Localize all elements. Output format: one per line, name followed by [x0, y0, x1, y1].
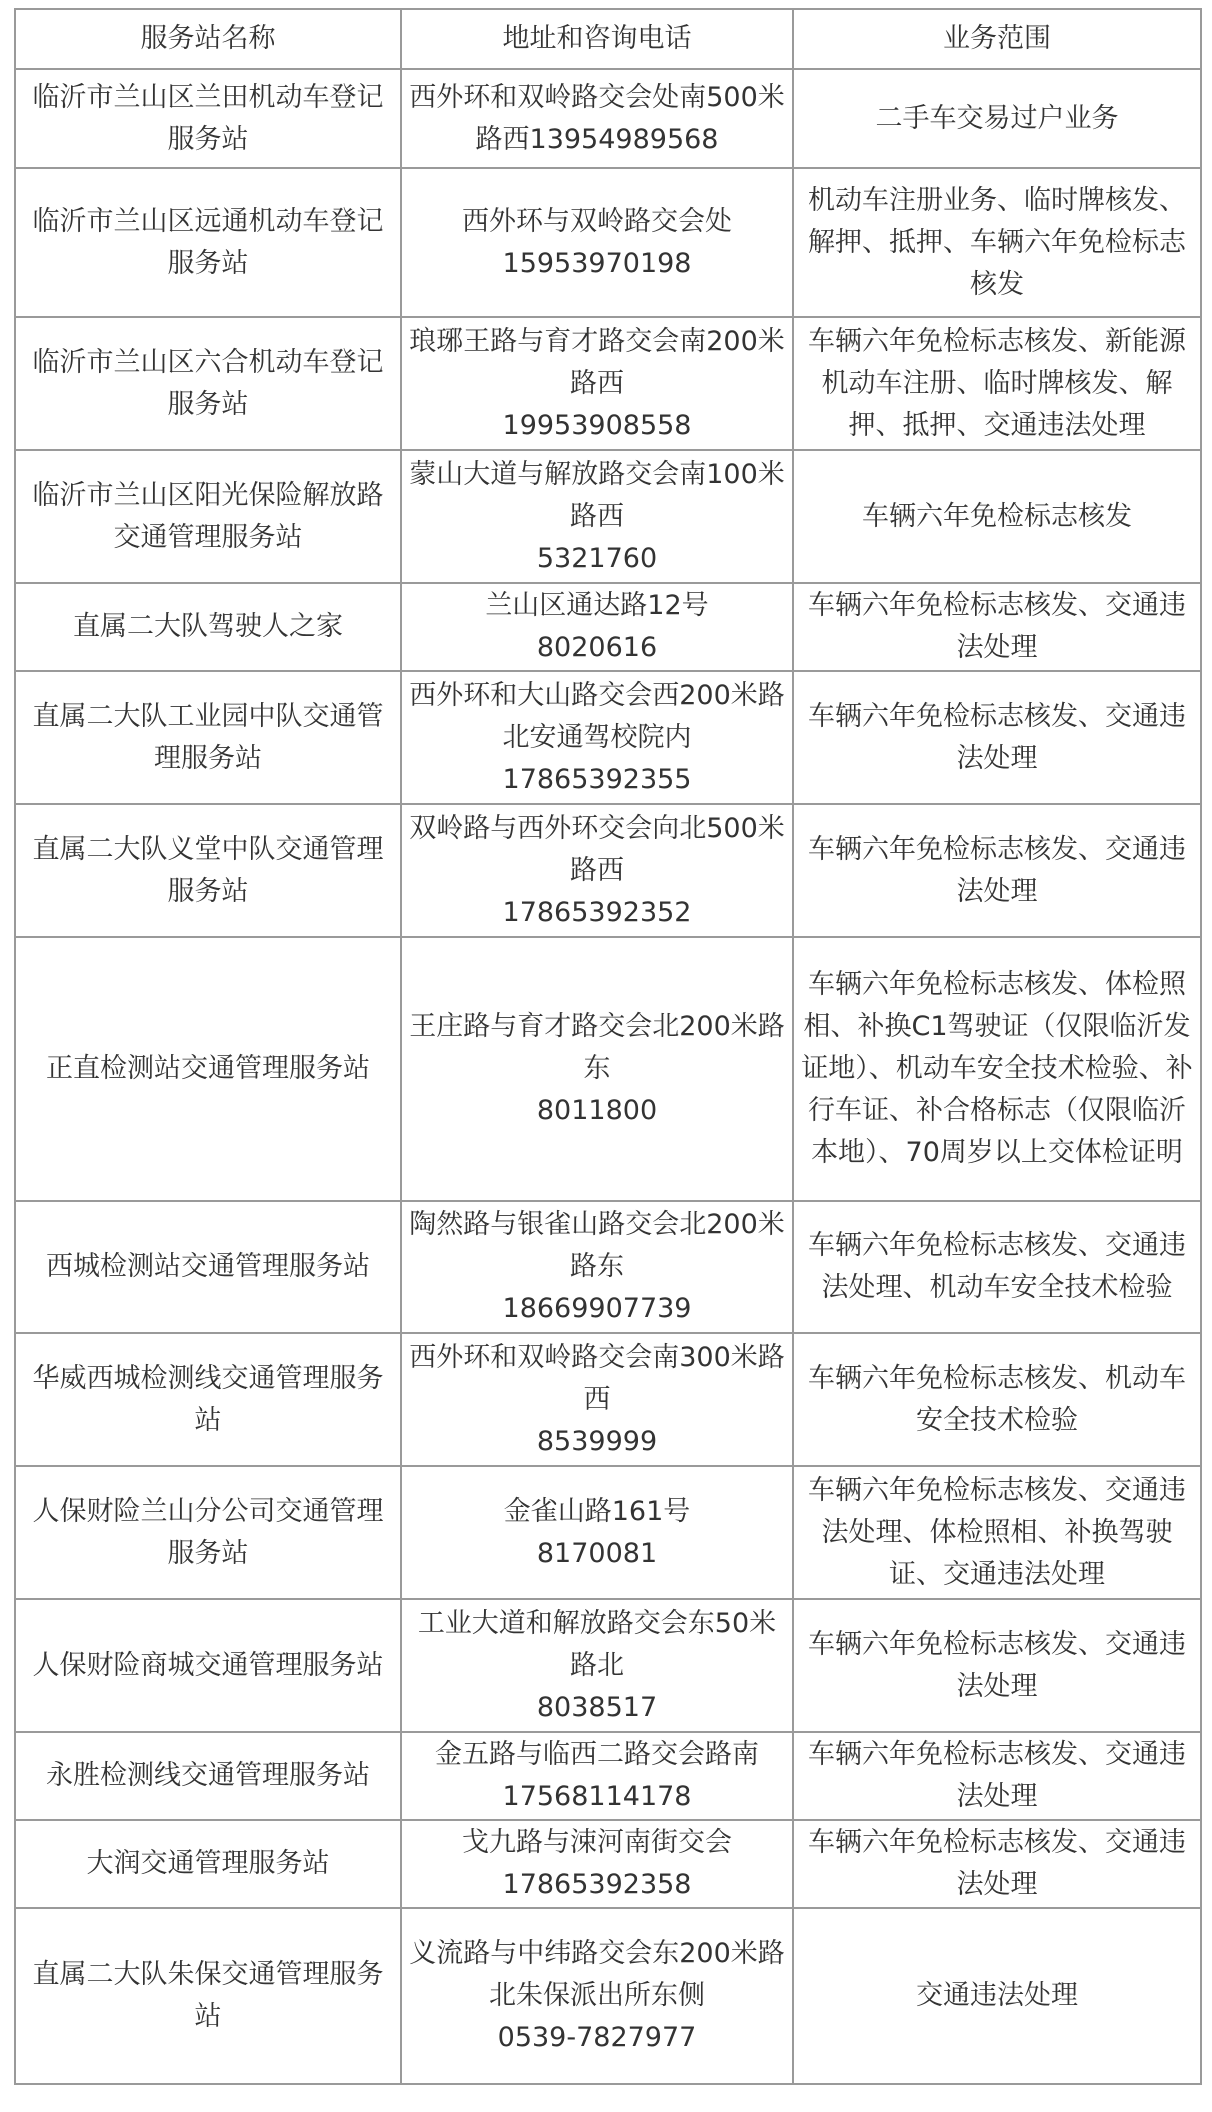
table-row [15, 671, 1201, 804]
address-text: 蒙山大道与解放路交会南100米路西 [409, 458, 785, 532]
address-phone-cell [401, 937, 793, 1201]
table-row [15, 1820, 1201, 1908]
address-phone-cell [401, 1732, 793, 1820]
station-name-cell: 人保财险兰山分公司交通管理服务站 [15, 1466, 401, 1599]
business-scope-cell: 车辆六年免检标志核发、新能源机动车注册、临时牌核发、解押、抵押、交通违法处理 [793, 317, 1201, 450]
column-header-station-name: 服务站名称 [15, 9, 401, 69]
station-name-cell: 临沂市兰山区阳光保险解放路交通管理服务站 [15, 450, 401, 583]
address-phone-cell [401, 804, 793, 937]
address-phone-cell [401, 450, 793, 583]
phone-text: 8020616 [536, 632, 658, 663]
address-text: 戈九路与涑河南街交会 [462, 1827, 732, 1858]
table-row [15, 1732, 1201, 1820]
station-name-cell: 正直检测站交通管理服务站 [15, 937, 401, 1201]
address-text: 义流路与中纬路交会东200米路北朱保派出所东侧 [409, 1938, 785, 2011]
business-scope-cell: 交通违法处理 [793, 1908, 1201, 2084]
table-body [15, 69, 1201, 2084]
phone-text: 8011800 [536, 1095, 658, 1126]
address-phone-cell [401, 671, 793, 804]
table-row [15, 583, 1201, 671]
address-text: 兰山区通达路12号 [485, 590, 709, 621]
phone-text: 19953908558 [502, 409, 692, 441]
address-phone-cell [401, 1908, 793, 2084]
business-scope-cell: 车辆六年免检标志核发、交通违法处理 [793, 583, 1201, 671]
address-text: 金雀山路161号 [503, 1495, 691, 1527]
station-name-cell: 直属二大队朱保交通管理服务站 [15, 1908, 401, 2084]
phone-text: 17865392355 [502, 763, 692, 795]
business-scope-cell: 车辆六年免检标志核发、交通违法处理、体检照相、补换驾驶证、交通违法处理 [793, 1466, 1201, 1599]
station-name-cell: 临沂市兰山区兰田机动车登记服务站 [15, 69, 401, 168]
address-phone-cell [401, 317, 793, 450]
address-phone-cell [401, 1820, 793, 1908]
business-scope-cell: 车辆六年免检标志核发、机动车安全技术检验 [793, 1333, 1201, 1466]
phone-text: 8170081 [536, 1537, 658, 1569]
service-stations-table-wrapper [14, 8, 1200, 2085]
column-header-business-scope: 业务范围 [793, 9, 1201, 69]
table-row [15, 937, 1201, 1201]
address-text: 西外环与双岭路交会处 [462, 205, 732, 237]
address-text: 金五路与临西二路交会路南 [435, 1739, 759, 1770]
business-scope-cell: 二手车交易过户业务 [793, 69, 1201, 168]
phone-text: 17568114178 [502, 1781, 692, 1812]
column-header-address-phone: 地址和咨询电话 [401, 9, 793, 69]
table-row [15, 1201, 1201, 1333]
address-phone-cell [401, 583, 793, 671]
address-text: 琅琊王路与育才路交会南200米路西 [409, 325, 785, 399]
station-name-cell: 直属二大队工业园中队交通管理服务站 [15, 671, 401, 804]
table-row [15, 1333, 1201, 1466]
station-name-cell: 直属二大队义堂中队交通管理服务站 [15, 804, 401, 937]
station-name-cell: 人保财险商城交通管理服务站 [15, 1599, 401, 1732]
station-name-cell: 西城检测站交通管理服务站 [15, 1201, 401, 1333]
business-scope-cell: 车辆六年免检标志核发、体检照相、补换C1驾驶证（仅限临沂发证地）、机动车安全技术检验、补行车证、补合格标志（仅限临沂本地）、70周岁以上交体检证明 [793, 937, 1201, 1201]
address-phone-cell [401, 168, 793, 317]
business-scope-cell: 车辆六年免检标志核发 [793, 450, 1201, 583]
address-phone-cell [401, 1201, 793, 1333]
address-phone-cell [401, 1599, 793, 1732]
table-row [15, 450, 1201, 583]
address-text: 王庄路与育才路交会北200米路东 [409, 1011, 785, 1084]
address-text: 工业大道和解放路交会东50米路北 [417, 1607, 777, 1681]
phone-text: 5321760 [536, 542, 658, 574]
business-scope-cell: 机动车注册业务、临时牌核发、解押、抵押、车辆六年免检标志核发 [793, 168, 1201, 317]
address-text: 陶然路与银雀山路交会北200米路东 [409, 1209, 785, 1282]
table-row [15, 168, 1201, 317]
address-text: 西外环和大山路交会西200米路北安通驾校院内 [409, 679, 785, 753]
phone-text: 0539-7827977 [497, 2022, 697, 2053]
service-stations-table [14, 8, 1202, 2085]
phone-text: 17865392358 [502, 1869, 692, 1900]
table-row [15, 804, 1201, 937]
address-text: 西外环和双岭路交会处南500米路西13954989568 [409, 81, 785, 155]
address-text: 双岭路与西外环交会向北500米路西 [409, 812, 785, 886]
station-name-cell: 临沂市兰山区六合机动车登记服务站 [15, 317, 401, 450]
address-phone-cell [401, 1466, 793, 1599]
business-scope-cell: 车辆六年免检标志核发、交通违法处理 [793, 1732, 1201, 1820]
phone-text: 8539999 [536, 1425, 658, 1457]
business-scope-cell: 车辆六年免检标志核发、交通违法处理 [793, 1820, 1201, 1908]
business-scope-cell: 车辆六年免检标志核发、交通违法处理 [793, 804, 1201, 937]
station-name-cell: 直属二大队驾驶人之家 [15, 583, 401, 671]
business-scope-cell: 车辆六年免检标志核发、交通违法处理、机动车安全技术检验 [793, 1201, 1201, 1333]
business-scope-cell: 车辆六年免检标志核发、交通违法处理 [793, 1599, 1201, 1732]
table-row [15, 1466, 1201, 1599]
business-scope-cell: 车辆六年免检标志核发、交通违法处理 [793, 671, 1201, 804]
table-row [15, 317, 1201, 450]
station-name-cell: 大润交通管理服务站 [15, 1820, 401, 1908]
table-row [15, 69, 1201, 168]
phone-text: 15953970198 [502, 247, 692, 279]
phone-text: 8038517 [536, 1691, 658, 1723]
station-name-cell: 华威西城检测线交通管理服务站 [15, 1333, 401, 1466]
address-phone-cell [401, 1333, 793, 1466]
table-row [15, 1908, 1201, 2084]
station-name-cell: 永胜检测线交通管理服务站 [15, 1732, 401, 1820]
table-header-row [15, 9, 1201, 69]
station-name-cell: 临沂市兰山区远通机动车登记服务站 [15, 168, 401, 317]
phone-text: 18669907739 [502, 1293, 692, 1324]
address-text: 西外环和双岭路交会南300米路西 [409, 1341, 785, 1415]
table-row [15, 1599, 1201, 1732]
phone-text: 17865392352 [502, 896, 692, 928]
address-phone-cell [401, 69, 793, 168]
